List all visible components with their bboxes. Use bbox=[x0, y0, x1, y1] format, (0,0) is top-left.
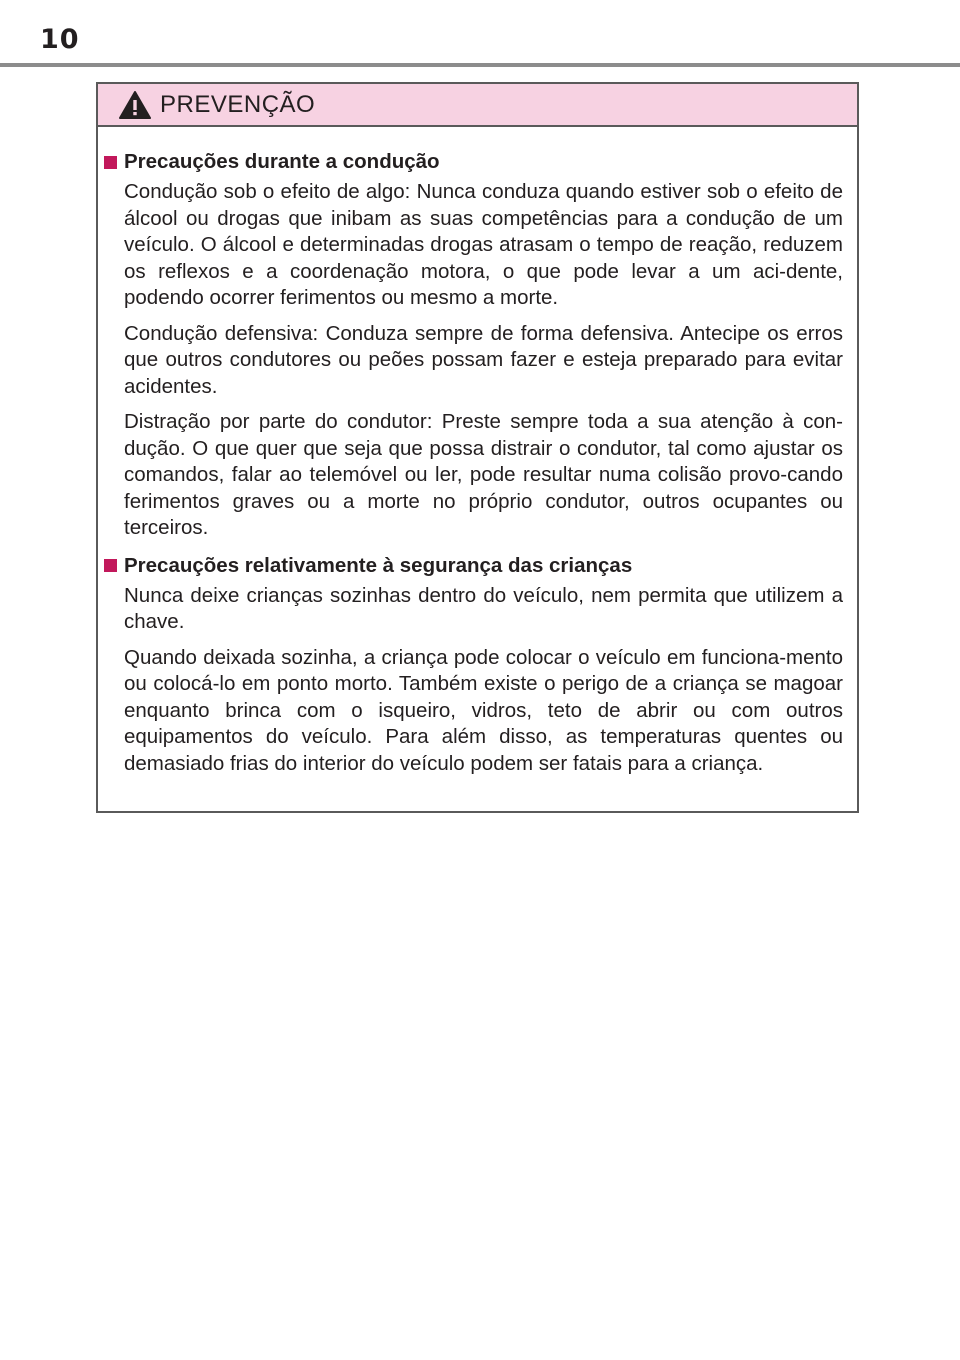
warning-header bbox=[98, 84, 857, 127]
paragraph-children-alone: Nunca deixe crianças sozinhas dentro do veículo, nem permita que utilizem a chave. bbox=[124, 583, 843, 633]
section-heading bbox=[104, 147, 843, 177]
warning-triangle-icon bbox=[118, 90, 152, 120]
warning-title: PREVENÇÃO bbox=[160, 90, 316, 118]
warning-box bbox=[96, 82, 859, 813]
section-heading-text: Precauções relativamente à segurança das crianças bbox=[124, 553, 633, 577]
paragraph-defensive-driving: Condução defensiva: Conduza sempre de forma defensiva. Antecipe os erros que outros condutores ou peões possam fazer e esteja preparado para evitar acidentes. bbox=[124, 321, 843, 398]
warning-body bbox=[98, 127, 857, 777]
section-driving-precautions bbox=[104, 147, 843, 542]
section-heading bbox=[104, 551, 843, 581]
section-child-safety bbox=[104, 551, 843, 778]
paragraph-impaired-driving: Condução sob o efeito de algo: Nunca conduza quando estiver sob o efeito de álcool ou drogas que inibam as suas competências para a condução de um veículo. O álcool e determinadas drogas atrasam o tempo de reação, reduzem os reflexos e a coordenação motora, o que pode levar a um aci-dente, podendo ocorrer ferimentos ou mesmo a morte. bbox=[124, 180, 843, 309]
section-heading-text: Precauções durante a condução bbox=[124, 150, 440, 173]
square-bullet-icon bbox=[104, 559, 117, 572]
header-rule bbox=[0, 63, 960, 67]
page-number: 10 bbox=[40, 24, 80, 55]
paragraph-child-dangers: Quando deixada sozinha, a criança pode colocar o veículo em funciona-mento ou colocá-lo em ponto morto. Também existe o perigo de a criança se magoar enquanto brinca com o isqueiro, vidros, teto de abrir ou com outros equipamentos do veículo. Para além disso, as temperaturas quentes ou demasiado frias do interior do veículo podem ser fatais para a criança. bbox=[124, 645, 843, 775]
paragraph-driver-distraction: Distração por parte do condutor: Preste sempre toda a sua atenção à con-dução. O que quer que seja que possa distrair o condutor, tal como ajustar os comandos, falar ao telemóvel ou ler, pode resultar numa colisão provo-cando ferimentos graves ou a morte no próprio condutor, outros ocupantes ou terceiros. bbox=[124, 410, 843, 539]
square-bullet-icon bbox=[104, 156, 117, 169]
